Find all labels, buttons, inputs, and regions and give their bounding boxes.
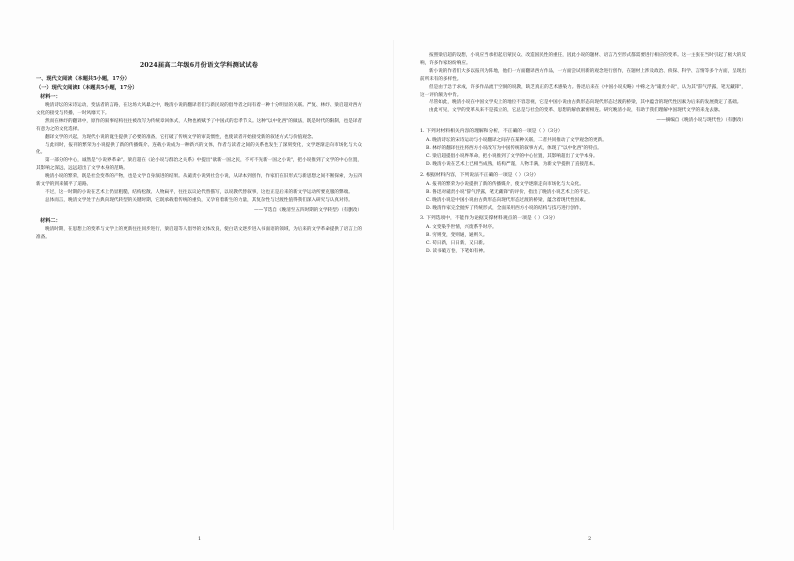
paragraph: 晚清时期，在思想上的变革与文学上的更新往往同步进行，梁启超等人倡导的文体改良，使白话文逐步进入书面语的领域，为后来的文学革命提供了语言上的准备。	[36, 226, 362, 240]
question-3-option: B. 穷则变，变则通，通则久。	[426, 233, 488, 239]
question-3-option: C. 苟日新，日日新，又日新。	[426, 241, 488, 247]
section-heading: 一、现代文阅读（本题共5小题，17分）	[36, 76, 130, 82]
question-3-option: A. 文变染乎世情，兴废系乎时序。	[426, 225, 497, 231]
question-2-option: A. 报刊的繁荣为小说提供了新的传播媒介，使文学逐渐走向市场化与大众化。	[426, 181, 584, 187]
material-two-label: 材料二：	[40, 217, 61, 224]
paragraph: 总体而言，晚清文学处于古典向现代转型的关键时期，它既承载着传统的重负，又孕育着新生的力量，其复杂性与过渡性值得我们深入研究与认真对待。	[45, 197, 353, 203]
question-3-stem: 3. 下列选项中，不能作为论据支撑材料观点的一项是（ ）（3分）	[420, 216, 558, 222]
material-two-source: ——摘编自《晚清小说与现代性》（有删改）	[656, 118, 746, 124]
paragraph: 按照梁启超的设想，小说应当承担起启蒙民众、改造国民性的重任，因此小说的题材、语言乃至形式都需要进行相应的变革。这一主张在当时引起了极大的反响，许多作家纷纷响应。	[420, 53, 746, 66]
paragraph: 新小说的作者们大多以报刊为阵地，他们一方面翻译西方作品，一方面尝试用新的观念进行创作，在题材上涉及政治、侦探、科学、言情等多个方面，呈现出前所未有的多样性。	[420, 68, 746, 82]
material-one-source: ——节选自《晚清至五四时期的文学转型》（有删改）	[254, 207, 362, 213]
paragraph: 然而在林纾的翻译中，原作的叙事结构往往被改写为传统章回体式，人物也被赋予了中国式的忠孝节义。这种"以中化西"的做法，既是时代的限制，也是译者有意为之的文化选择。	[36, 118, 362, 132]
page-number-right: 2	[588, 536, 592, 542]
paragraph: 不过，这一时期的小说在艺术上仍显粗糙，结构松散、人物扁平，往往以议论代替描写，以说教代替叙事，这也正是后来的新文学运动所要克服的弊端。	[45, 189, 353, 195]
page-number-left: 1	[198, 536, 202, 542]
question-2-option: B. 鲁迅对谴责小说"辞气浮露，笔无藏锋"的评价，指出了晚清小说艺术上的不足。	[426, 189, 593, 195]
question-2-option: D. 晚清作家完全抛弃了传统形式，全面采用西方小说的结构与技巧进行创作。	[426, 205, 585, 211]
paragraph: 晚清小说的繁荣，既是社会变革的产物，也是文学自身演进的结果。从谴责小说到社会小说，从译本到创作，作家们在旧形式与新思想之间不断探索，为五四新文学的到来铺平了道路。	[36, 174, 362, 188]
exam-title: 2024届高二年级6月份语文学科测试试卷	[139, 62, 259, 69]
paragraph: 翻译文学的兴起，为现代小说的诞生提供了必要的准备，它打破了传统文学的审美惯性，也使读者开始接受新的叙述方式与价值观念。	[45, 134, 317, 140]
right-page	[420, 52, 746, 532]
paragraph: 晚清诗坛的宋诗运动，变法者的言路，在这场大风暴之中，晚清小说的翻译者们与新民说的倡导者之间有着一种十分明显的关联。严复、林纾、梁启超对西方文化的接受与传播，一时风靡天下。	[36, 103, 362, 116]
question-2-stem: 2. 根据材料内容，下列说法不正确的一项是（ ）（3分）	[420, 172, 539, 178]
question-1-option: C. 梁启超提倡小说界革命，把小说推到了文学的中心位置，其影响超出了文学本身。	[426, 153, 598, 159]
paragraph: 但是由于急于求成，许多作品流于空洞的说教，缺乏真正的艺术感染力。鲁迅后来在《中国小说史略》中称之为"谴责小说"，认为其"辞气浮露，笔无藏锋"，这一评价颇为中肯。	[420, 84, 746, 98]
question-1-option: B. 林纾的翻译往往将西方小说改写为中国传统的叙事方式，体现了"以中化西"的特点。	[426, 146, 602, 152]
fold-line	[393, 40, 394, 530]
paragraph: 第一部分的中心，诚然是"小说界革命"。梁启超在《论小说与群治之关系》中提出"欲新一国之民，不可不先新一国之小说"，把小说推到了文学的中心位置，其影响之深远，远远超出了文学本身的范畴。	[36, 158, 362, 172]
question-1-stem: 1. 下列对材料相关内容的理解和分析，不正确的一项是（ ）（3分）	[420, 129, 563, 135]
question-2-option: C. 晚清小说是中国小说由古典形态向现代形态过渡的桥梁，蕴含着现代性因素。	[426, 197, 589, 203]
reading-heading: （一）现代文阅读I（本题共5小题，17分）	[36, 85, 138, 91]
paragraph: 尽管如此，晚清小说在中国文学史上的地位不容忽视，它是中国小说由古典形态向现代形态过渡的桥梁，其中蕴含的现代性因素为后来的发展奠定了基础。	[429, 100, 742, 106]
paragraph: 与此同时，报刊的繁荣为小说提供了新的传播媒介。连载小说成为一种新兴的文体，作者与读者之间的关系也发生了深刻变化，文学逐渐走向市场化与大众化。	[36, 142, 362, 156]
question-1-option: A. 晚清诗坛的宋诗运动与小说翻译之间存在某种关联，二者共同推动了文学观念的更新。	[426, 138, 607, 144]
question-1-option: D. 晚清小说在艺术上已相当成熟，结构严谨，人物丰满，为新文学提供了直接范本。	[426, 161, 598, 167]
left-page	[36, 52, 362, 532]
material-one-label: 材料一：	[40, 94, 61, 100]
paragraph: 由此可见，文学的变革从来不是孤立的，它总是与社会的变革、思想的解放紧密相连。研究晚清小说，有助于我们理解中国现代文学的来龙去脉。	[429, 108, 724, 114]
question-3-option: D. 读书破万卷，下笔如有神。	[426, 249, 488, 255]
